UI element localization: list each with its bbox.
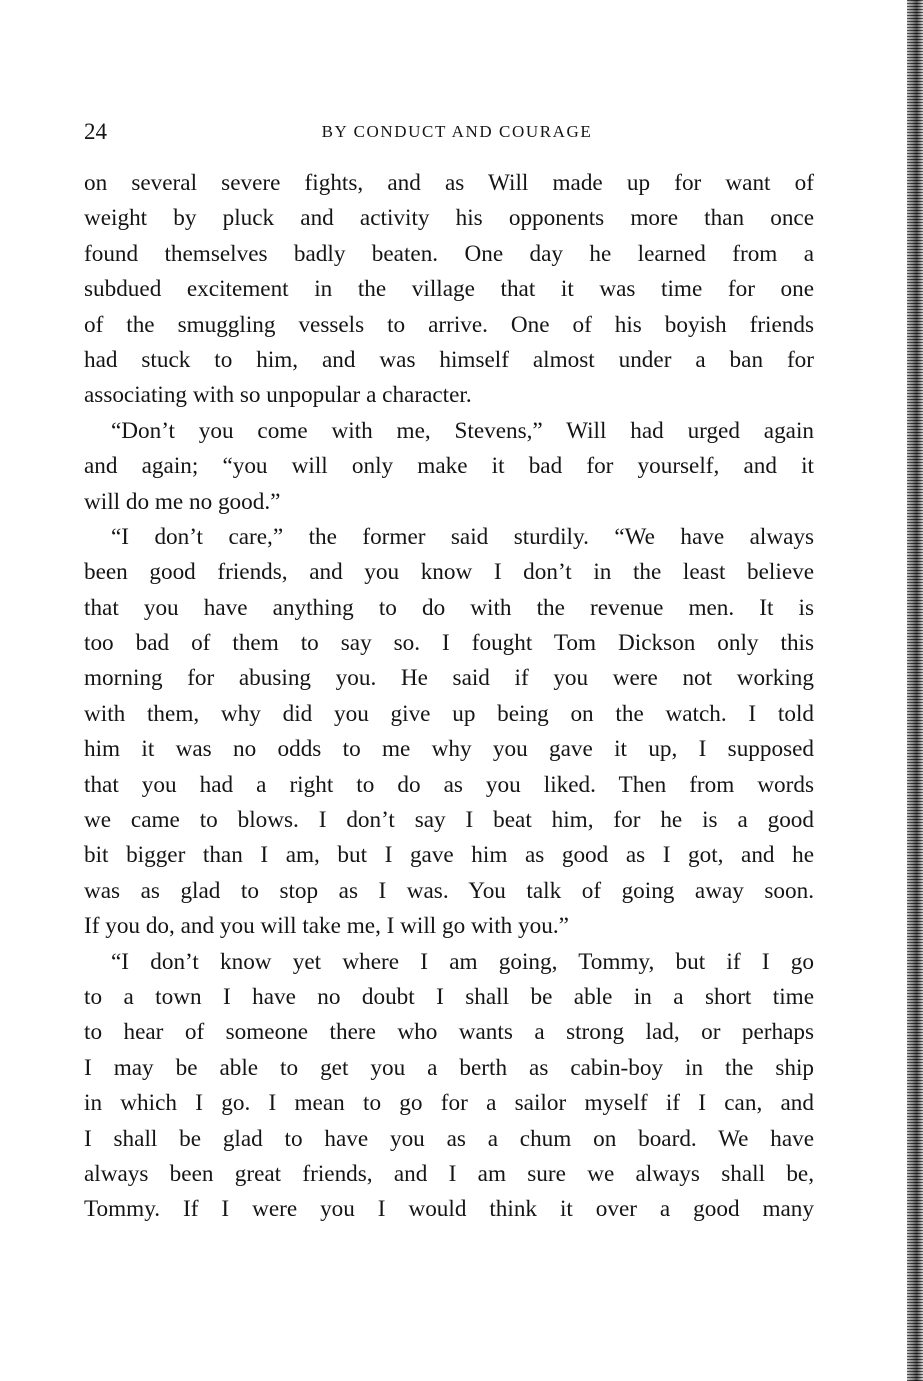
scanned-page-edge (907, 0, 923, 1381)
text-line: found themselves badly beaten. One day he learned from a (84, 240, 814, 267)
text-line: him it was no odds to me why you gave it up, I supposed (84, 736, 814, 763)
text-line: morning for abusing you. He said if you were not working (84, 665, 814, 692)
text-line: associating with so unpopular a character. (84, 382, 472, 409)
text-line: If you do, and you will take me, I will go with you.” (84, 913, 569, 940)
text-line: “I don’t know yet where I am going, Tommy, but if I go (111, 948, 814, 975)
text-line: “Don’t you come with me, Stevens,” Will had urged again (111, 417, 814, 444)
text-line: with them, why did you give up being on the watch. I told (84, 700, 814, 727)
text-line: was as glad to stop as I was. You talk of going away soon. (84, 877, 814, 904)
page-header (84, 117, 814, 147)
text-line: on several severe fights, and as Will made up for want of (84, 170, 814, 196)
text-line: I shall be glad to have you as a chum on board. We have (84, 1125, 814, 1152)
body-text (84, 166, 814, 1228)
text-line: bit bigger than I am, but I gave him as good as I got, and he (84, 842, 814, 869)
running-title: BY CONDUCT AND COURAGE (321, 122, 593, 141)
text-line: “I don’t care,” the former said sturdily. “We have always (111, 523, 814, 550)
text-line: and again; “you will only make it bad for yourself, and it (84, 453, 814, 480)
text-line: that you had a right to do as you liked. Then from words (84, 771, 814, 798)
text-line: we came to blows. I don’t say I beat him, for he is a good (84, 807, 814, 834)
text-line: to a town I have no doubt I shall be able in a short time (84, 983, 814, 1010)
text-line: too bad of them to say so. I fought Tom Dickson only this (84, 630, 814, 657)
text-line: weight by pluck and activity his opponents more than once (84, 205, 814, 232)
text-line: Tommy. If I were you I would think it over a good many (84, 1196, 814, 1223)
text-line: that you have anything to do with the revenue men. It is (84, 594, 814, 621)
text-line: to hear of someone there who wants a strong lad, or perhaps (84, 1019, 814, 1046)
text-line: been good friends, and you know I don’t in the least believe (84, 559, 814, 586)
text-line: will do me no good.” (84, 488, 281, 515)
text-line: always been great friends, and I am sure we always shall be, (84, 1160, 814, 1187)
text-line: subdued excitement in the village that it was time for one (84, 276, 814, 303)
text-line: I may be able to get you a berth as cabin-boy in the ship (84, 1054, 814, 1081)
page-number: 24 (84, 119, 107, 144)
text-line: had stuck to him, and was himself almost under a ban for (84, 346, 814, 373)
text-line: in which I go. I mean to go for a sailor myself if I can, and (84, 1090, 814, 1117)
text-line: of the smuggling vessels to arrive. One of his boyish friends (84, 311, 814, 338)
